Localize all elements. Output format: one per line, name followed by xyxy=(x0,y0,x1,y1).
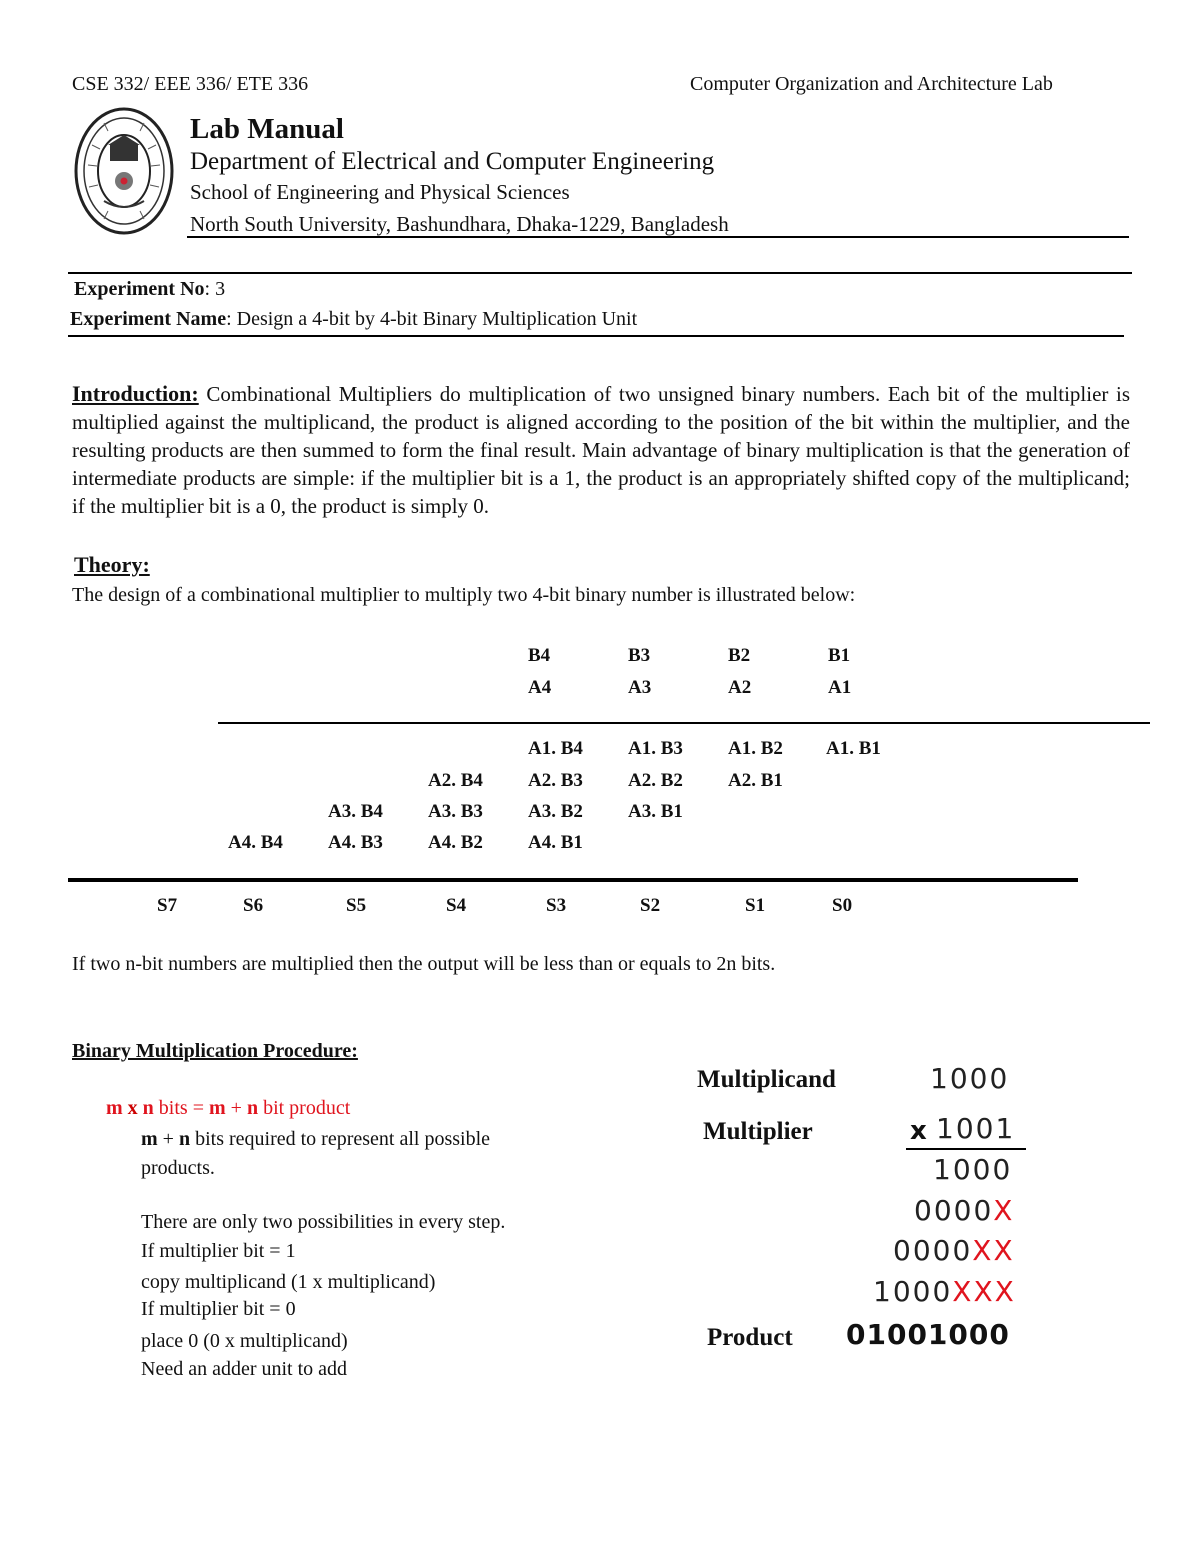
introduction-text: Combinational Multipliers do multiplication of two unsigned binary numbers. Each bit of the multiplier is multiplied against the multiplicand, the product is aligned according to the position of the bit within the multiplier, and the resulting products are then summed to form the final result. Main advantage of binary multiplication is that the generation of intermediate products are simple: if the multiplier bit is a 1, the product is an appropriately shifted copy of the multiplicand; if the multiplier bit is a 0, the product is simply 0. xyxy=(72,382,1130,518)
sum-divider xyxy=(68,878,1078,882)
requirement-line xyxy=(141,1128,490,1151)
sum-bit-s1: S1 xyxy=(745,895,766,916)
partial-product: A1. B2 xyxy=(728,738,783,759)
product-label: Product xyxy=(707,1324,793,1351)
theory-heading: Theory: xyxy=(74,552,150,577)
sum-bit-s0: S0 xyxy=(832,895,853,916)
letterhead-divider xyxy=(187,236,1129,238)
partial-product-row xyxy=(893,1234,1015,1267)
example-divider xyxy=(906,1148,1026,1150)
req-m: m xyxy=(141,1128,158,1150)
req-plus: + xyxy=(157,1128,179,1150)
university-seal-logo xyxy=(74,105,174,237)
partial-product: A3. B4 xyxy=(328,801,383,822)
university-address: North South University, Bashundhara, Dhaka-1229, Bangladesh xyxy=(190,212,729,236)
partial-product: A3. B2 xyxy=(528,801,583,822)
sum-bit-s4: S4 xyxy=(446,895,467,916)
operand-a1: A1 xyxy=(828,677,852,698)
formula-text2: bit product xyxy=(258,1097,351,1119)
partial-product-row xyxy=(914,1194,1014,1227)
partial-product: A4. B3 xyxy=(328,832,383,853)
formula-text: bits = xyxy=(153,1097,209,1119)
partial-product-row xyxy=(873,1275,1016,1308)
partial-product-row: 1000 xyxy=(933,1153,1013,1186)
introduction-paragraph xyxy=(72,380,1130,520)
experiment-number xyxy=(74,278,225,301)
operand-a2: A2 xyxy=(728,677,752,698)
department-name: Department of Electrical and Computer Engineering xyxy=(190,148,715,175)
formula-x: x xyxy=(127,1097,138,1119)
partial-product: A4. B1 xyxy=(528,832,583,853)
partial-product: A2. B1 xyxy=(728,770,783,791)
partial-product: A1. B4 xyxy=(528,738,583,759)
partial-product: A3. B1 xyxy=(628,801,683,822)
multiplication-sign: x xyxy=(910,1116,927,1146)
procedure-line: If multiplier bit = 0 xyxy=(141,1298,296,1320)
operand-b4: B4 xyxy=(528,645,551,666)
partial-product: A1. B3 xyxy=(628,738,683,759)
shift-marker: XXX xyxy=(952,1275,1016,1308)
formula-m: m xyxy=(106,1097,123,1119)
partial-product: A3. B3 xyxy=(428,801,483,822)
procedure-line: place 0 (0 x multiplicand) xyxy=(141,1330,348,1352)
partial-product: A1. B1 xyxy=(826,738,881,759)
partial-product: A2. B3 xyxy=(528,770,583,791)
multiplier-value: 1001 xyxy=(936,1112,1016,1145)
requirement-line-2: products. xyxy=(141,1157,215,1179)
procedure-line: Need an adder unit to add xyxy=(141,1358,348,1380)
procedure-heading: Binary Multiplication Procedure: xyxy=(72,1040,358,1062)
procedure-line: There are only two possibilities in every step. xyxy=(141,1211,506,1233)
experiment-name-label: Experiment Name xyxy=(70,308,227,330)
req-n: n xyxy=(178,1128,191,1150)
experiment-name xyxy=(70,308,637,331)
course-code: CSE 332/ EEE 336/ ETE 336 xyxy=(72,73,309,95)
operand-b3: B3 xyxy=(628,645,651,666)
operand-b2: B2 xyxy=(728,645,751,666)
formula-n: n xyxy=(142,1097,154,1119)
partial-product: A2. B2 xyxy=(628,770,683,791)
operand-divider xyxy=(218,722,1150,724)
multiplicand-value: 1000 xyxy=(930,1062,1010,1095)
operand-a4: A4 xyxy=(528,677,552,698)
partial-product: A2. B4 xyxy=(428,770,483,791)
sum-bit-s3: S3 xyxy=(546,895,567,916)
school-name: School of Engineering and Physical Sciences xyxy=(190,180,570,204)
partial-product-digits: 0000 xyxy=(914,1194,994,1227)
partial-product-digits: 0000 xyxy=(893,1234,973,1267)
introduction-heading: Introduction: xyxy=(72,381,199,406)
formula-n2: n xyxy=(246,1097,259,1119)
multiplicand-label: Multiplicand xyxy=(697,1066,836,1093)
sum-bit-s7: S7 xyxy=(157,895,178,916)
product-value: 01001000 xyxy=(846,1318,1010,1351)
req-text: bits required to represent all possible xyxy=(190,1128,490,1150)
operand-a3: A3 xyxy=(628,677,652,698)
shift-marker: XX xyxy=(972,1234,1015,1267)
operand-b1: B1 xyxy=(828,645,851,666)
formula-m2: m xyxy=(208,1097,226,1119)
theory-text: The design of a combinational multiplier to multiply two 4-bit binary number is illustrated below: xyxy=(72,584,856,606)
experiment-top-rule xyxy=(68,272,1132,274)
experiment-name-value: : Design a 4-bit by 4-bit Binary Multiplication Unit xyxy=(226,308,638,330)
formula-line xyxy=(106,1097,350,1120)
course-subject: Computer Organization and Architecture Lab xyxy=(690,73,1053,95)
multiplier-label: Multiplier xyxy=(703,1118,813,1145)
procedure-line: copy multiplicand (1 x multiplicand) xyxy=(141,1271,436,1293)
procedure-line: If multiplier bit = 1 xyxy=(141,1240,296,1262)
partial-product: A4. B4 xyxy=(228,832,283,853)
shift-marker: X xyxy=(993,1194,1015,1227)
lab-manual-title: Lab Manual xyxy=(190,113,344,145)
formula-plus: + xyxy=(225,1097,247,1119)
experiment-number-label: Experiment No xyxy=(74,278,205,300)
experiment-bottom-rule xyxy=(68,335,1124,337)
sum-bit-s2: S2 xyxy=(640,895,661,916)
sum-bit-s6: S6 xyxy=(243,895,264,916)
partial-product: A4. B2 xyxy=(428,832,483,853)
partial-product-digits: 1000 xyxy=(873,1275,953,1308)
theory-note: If two n-bit numbers are multiplied then the output will be less than or equals to 2n bits. xyxy=(72,953,776,975)
experiment-number-value: : 3 xyxy=(204,278,226,300)
sum-bit-s5: S5 xyxy=(346,895,367,916)
